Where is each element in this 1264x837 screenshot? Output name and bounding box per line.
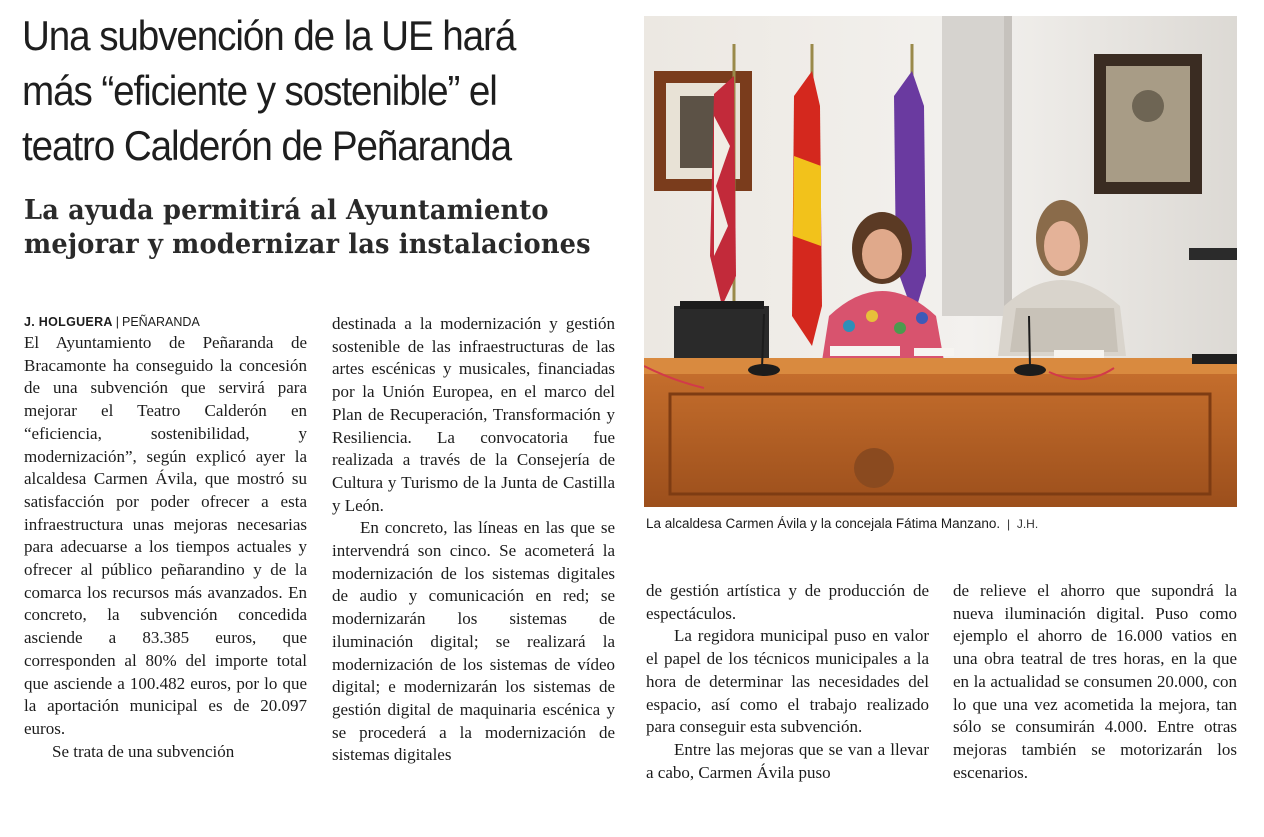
paragraph: La regidora municipal puso en valor el papel de los técnicos municipales a la hora de determinar las necesidades del espacio, así como el trabajo realizado para conseguir esta subvención. — [646, 626, 929, 737]
byline — [24, 313, 307, 331]
text-column-4 — [953, 580, 1237, 784]
byline-separator: | — [115, 315, 119, 329]
photo-illustration — [644, 16, 1237, 507]
text-column-3 — [646, 580, 929, 784]
subheadline: La ayuda permitirá al Ayuntamiento mejorar y modernizar las instalaciones — [24, 195, 591, 260]
text-column-1 — [24, 313, 307, 763]
paragraph: Se trata de una subvención — [52, 741, 235, 761]
caption-text: La alcaldesa Carmen Ávila y la concejala Fátima Manzano. — [646, 516, 1001, 531]
byline-location: PEÑARANDA — [121, 315, 200, 329]
news-photo — [644, 16, 1237, 507]
paragraph: En concreto, las líneas en las que se intervendrá son cinco. Se acometerá la modernización de los sistemas digitales de audio y comunicación en red; se modernizarán los sistemas de iluminación digital; se realizará la modernización de los sistemas de vídeo digital; e modernizarán los sistemas de gestión digital de maquinaria escénica y se procederá a la modernización de sistemas digitales — [332, 518, 615, 765]
paragraph: de relieve el ahorro que supondrá la nueva iluminación digital. Puso como ejemplo el ahorro de 16.000 vatios en una obra teatral de tres horas, en la que en la actualidad se consumen 20.000, con lo que una vez acometida la mejora, tan sólo se consumirán 4.000. Entre otras mejoras también se motorizarán los escenarios. — [953, 581, 1237, 782]
headline: Una subvención de la UE hará más “eficiente y sostenible” el teatro Calderón de Peñaranda — [22, 12, 516, 169]
caption-separator: | — [1006, 517, 1011, 531]
photo-credit: J.H. — [1016, 517, 1039, 531]
paragraph: destinada a la modernización y gestión sostenible de las infraestructuras de las artes escénicas y musicales, financiadas por la Unión Europea, en el marco del Plan de Recuperación, Transformación y Resiliencia. La convocatoria fue realizada a través de la Consejería de Cultura y Turismo de la Junta de Castilla y León. — [332, 314, 615, 515]
photo-caption — [646, 515, 1238, 533]
paragraph: de gestión artística y de producción de espectáculos. — [646, 581, 929, 623]
text-column-2 — [332, 313, 615, 767]
paragraph: Entre las mejoras que se van a llevar a cabo, Carmen Ávila puso — [646, 739, 929, 782]
paragraph: El Ayuntamiento de Peñaranda de Bracamonte ha conseguido la concesión de una subvención que servirá para mejorar el Teatro Calderón en “eficiencia, sostenibilidad, y modernización”, según explicó ayer la alcaldesa Carmen Ávila, que mostró su satisfacción por poder ofrecer a esta infraestructura unas mejoras necesarias para adecuarse a los tiempos actuales y ofrecer al público peñarandino y de la comarca los recursos más avanzados. En concreto, la subvención concedida asciende a 83.385 euros, que corresponden al 80% del importe total que asciende a 100.482 euros, por lo que la aportación municipal es de 20.097 euros. — [24, 333, 307, 738]
byline-author: J. HOLGUERA — [24, 315, 113, 329]
